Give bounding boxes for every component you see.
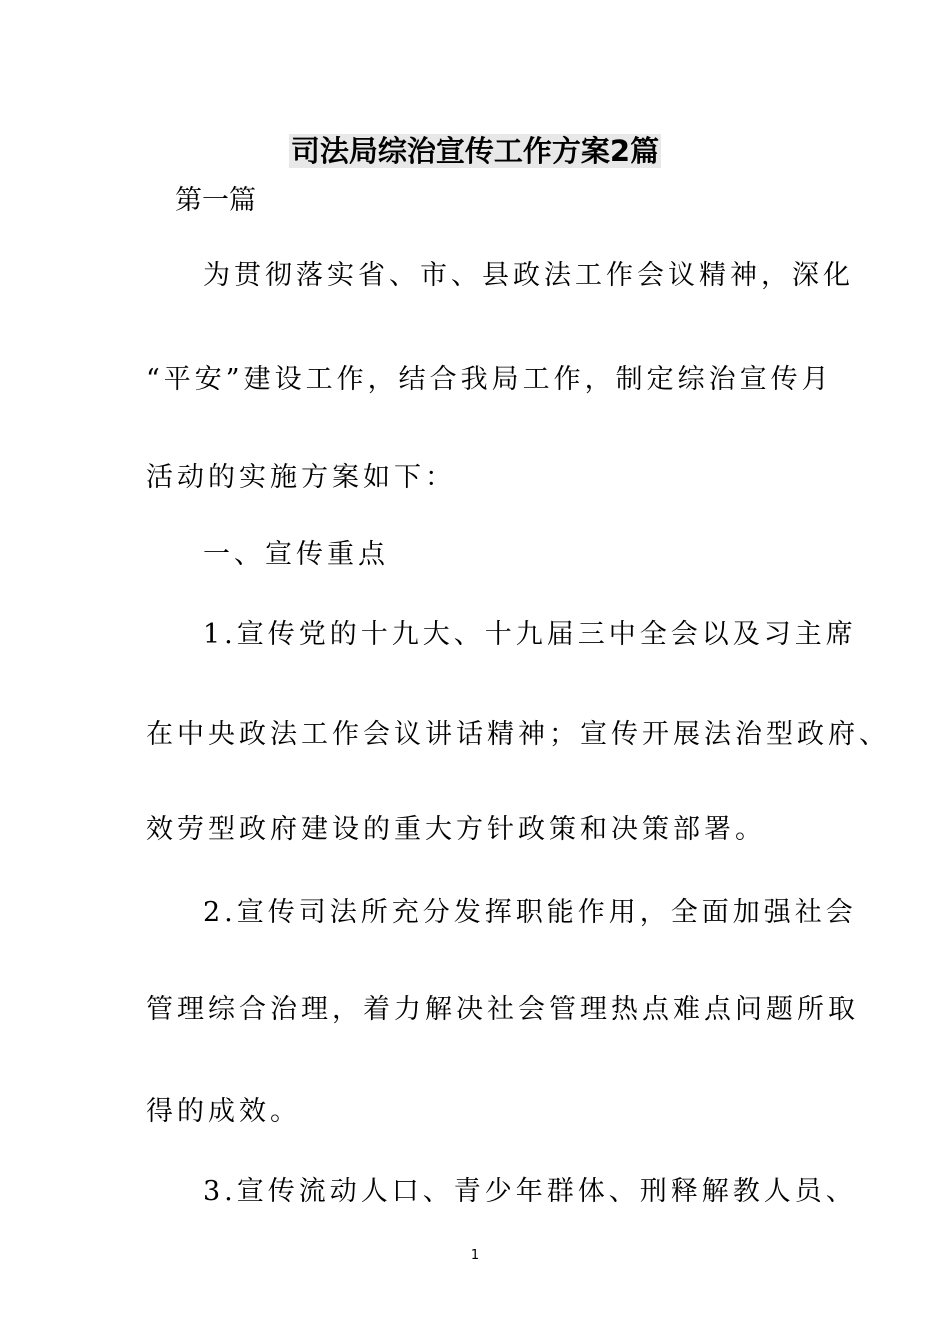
section-label: 第一篇 xyxy=(175,185,256,216)
paragraph-line: 活动的实施方案如下： xyxy=(146,462,456,493)
paragraph-line: “平安”建设工作，结合我局工作，制定综治宣传月 xyxy=(146,364,833,395)
paragraph-line: 管理综合治理，着力解决社会管理热点难点问题所取 xyxy=(146,994,859,1025)
paragraph-line: 3.宣传流动人口、青少年群体、刑释解教人员、 xyxy=(203,1176,857,1207)
paragraph-line: 在中央政法工作会议讲话精神；宣传开展法治型政府、 xyxy=(146,719,890,750)
paragraph-line: 效劳型政府建设的重大方针政策和决策部署。 xyxy=(146,814,766,845)
page-number: 1 xyxy=(470,1248,480,1263)
paragraph-line: 1.宣传党的十九大、十九届三中全会以及习主席 xyxy=(203,619,857,650)
paragraph-line: 2.宣传司法所充分发挥职能作用，全面加强社会 xyxy=(203,897,857,928)
paragraph-line: 为贯彻落实省、市、县政法工作会议精神，深化 xyxy=(203,260,854,291)
paragraph-line: 得的成效。 xyxy=(146,1096,301,1127)
document-title: 司法局综治宣传工作方案2篇 xyxy=(290,134,660,168)
section-heading: 一、宣传重点 xyxy=(203,539,389,570)
